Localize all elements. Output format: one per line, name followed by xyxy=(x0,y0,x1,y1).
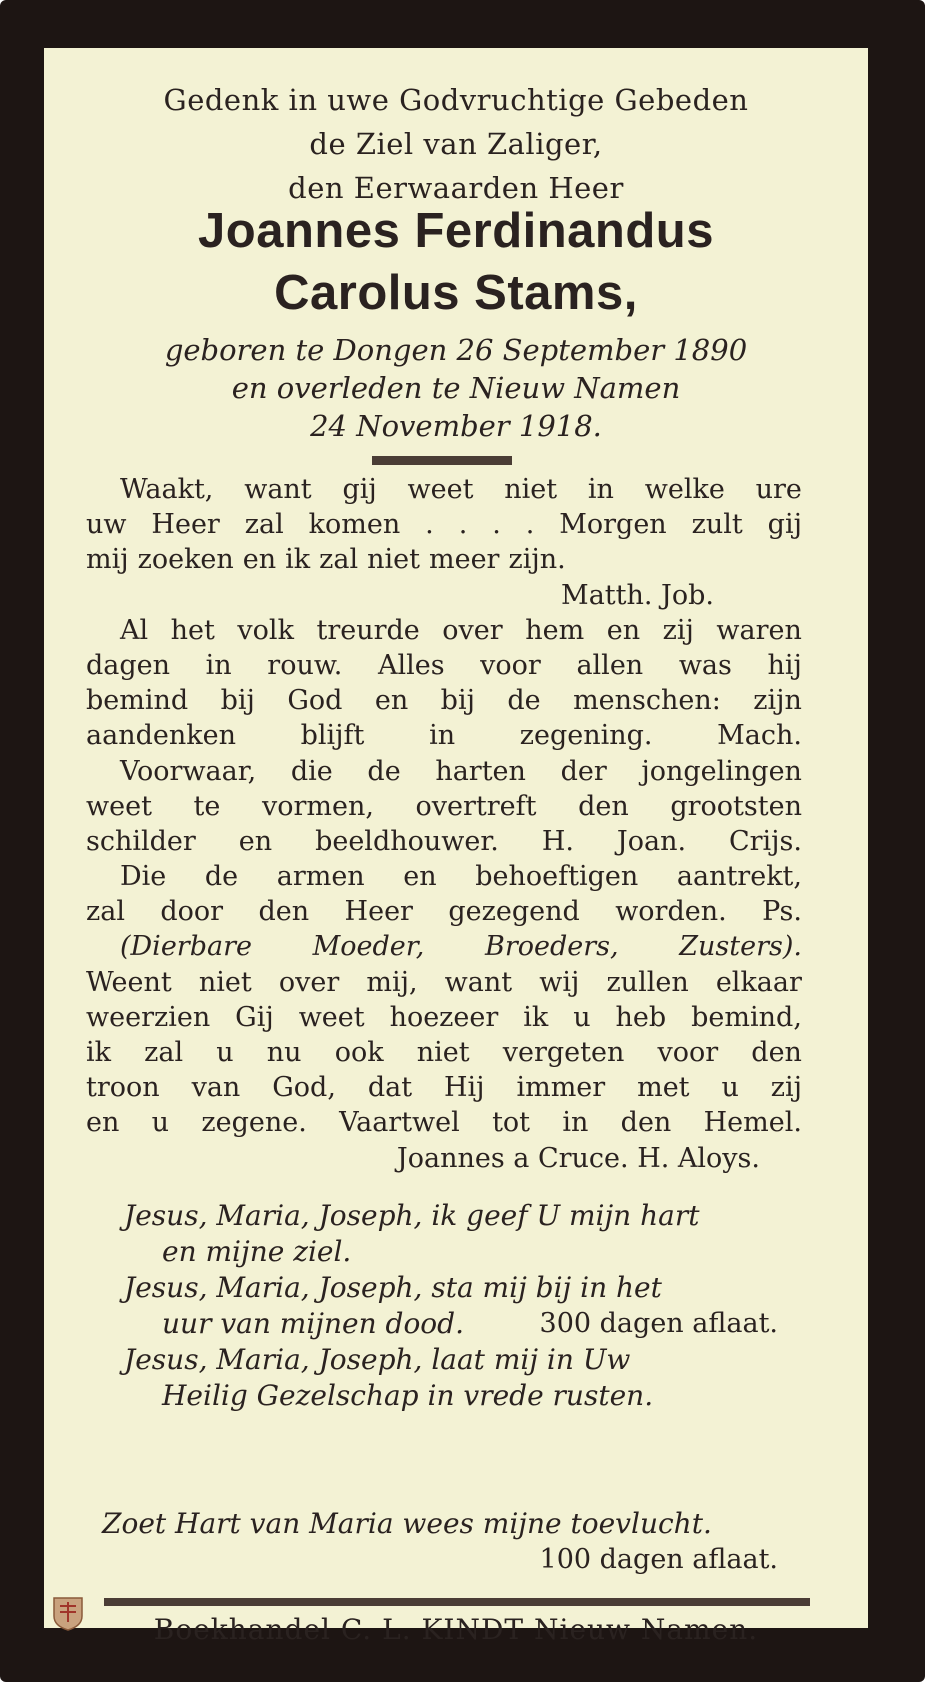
text-line xyxy=(86,542,802,577)
word: zij xyxy=(770,1072,802,1104)
word: aandenken xyxy=(86,720,236,752)
word: ik xyxy=(285,544,311,576)
word: gij xyxy=(342,474,377,505)
name-line: Carolus Stams, xyxy=(274,266,638,320)
word: treurde xyxy=(316,614,420,646)
word: armen xyxy=(276,861,365,893)
word: zal xyxy=(144,1037,184,1068)
word: van xyxy=(191,1072,241,1104)
indulgence-note: 300 dagen aflaat. xyxy=(539,1308,778,1339)
word: ik xyxy=(86,1037,111,1068)
word: God xyxy=(287,685,343,717)
word: welke xyxy=(644,474,725,505)
word: niet xyxy=(367,544,420,576)
word: de xyxy=(507,685,541,717)
word: den xyxy=(578,790,629,822)
word: want xyxy=(244,474,312,505)
word: gezegend xyxy=(448,896,580,928)
word: was xyxy=(678,649,732,681)
text-line xyxy=(86,894,802,929)
word: te xyxy=(193,790,221,822)
word: den xyxy=(258,896,310,928)
word: der xyxy=(560,755,607,787)
word: u xyxy=(721,1072,739,1104)
word: ik xyxy=(523,1001,549,1033)
word: want xyxy=(444,966,513,998)
word: die xyxy=(290,755,333,787)
text-line xyxy=(86,824,802,859)
word: Voorwaar, xyxy=(120,755,257,787)
indulgence-note: 100 dagen aflaat. xyxy=(539,1544,778,1575)
word: beeldhouwer. xyxy=(315,825,499,857)
word: waren xyxy=(716,614,802,646)
word: heb xyxy=(615,1001,667,1033)
word: in xyxy=(587,474,614,505)
word: in xyxy=(205,649,232,681)
word: in xyxy=(562,1107,589,1139)
word: Hemel. xyxy=(703,1107,802,1139)
text-line xyxy=(86,507,802,542)
prayer-line: en mijne ziel. xyxy=(162,1235,352,1268)
word: zult xyxy=(691,509,743,541)
text-line xyxy=(86,965,802,1000)
word: Mach. xyxy=(717,720,802,752)
word: . xyxy=(425,509,434,541)
word: weet xyxy=(86,790,152,822)
word: nu xyxy=(266,1037,302,1068)
word: . xyxy=(458,509,468,541)
text-line xyxy=(86,1070,802,1105)
word: allen xyxy=(576,649,644,681)
text-line xyxy=(86,1000,802,1035)
printer-imprint: Boekhandel C. L. KINDT Nieuw Namen. xyxy=(153,1613,759,1646)
word: immer xyxy=(516,1072,606,1104)
word: zij xyxy=(662,614,694,646)
word: Matth. Job. xyxy=(561,579,714,611)
word: Joan. xyxy=(616,825,687,857)
word: zijn xyxy=(753,685,802,717)
word: Gij xyxy=(235,1001,274,1033)
deceased-name xyxy=(44,200,868,324)
word: zijn. xyxy=(508,544,566,576)
word: elkaar xyxy=(715,966,802,998)
word: Alles xyxy=(377,649,445,681)
text-line xyxy=(86,789,802,824)
word: troon xyxy=(86,1072,160,1104)
word: behoeftigen xyxy=(475,861,639,893)
word: zullen xyxy=(606,966,689,998)
word: voor xyxy=(657,1037,719,1068)
word: overtreft xyxy=(415,790,537,822)
word: tot xyxy=(492,1107,531,1139)
prayer-line: Jesus, Maria, Joseph, laat mij in Uw xyxy=(124,1343,631,1376)
intro-text xyxy=(44,78,868,210)
word: met xyxy=(637,1072,690,1104)
word: worden. xyxy=(615,896,727,928)
word: voor xyxy=(480,649,541,681)
word: rouw. xyxy=(267,649,343,681)
word: en xyxy=(374,685,409,717)
word: dat xyxy=(367,1072,413,1104)
body-text xyxy=(86,472,802,1176)
word: ure xyxy=(755,474,802,505)
word: den xyxy=(751,1037,802,1068)
word: zal xyxy=(86,896,125,928)
word: en xyxy=(238,825,273,857)
word: hij xyxy=(767,649,802,681)
word: zal xyxy=(244,509,284,541)
prayer-line: Jesus, Maria, Joseph, sta mij bij in het xyxy=(124,1271,662,1304)
card-paper xyxy=(44,48,868,1646)
word: niet xyxy=(504,474,558,505)
word: wij xyxy=(539,966,580,998)
word: weet xyxy=(407,474,474,505)
word: jongelingen xyxy=(641,755,802,787)
word: bemind xyxy=(86,685,189,717)
dates-line: en overleden te Nieuw Namen xyxy=(231,371,681,405)
word: den xyxy=(620,1107,672,1139)
word: Waakt, xyxy=(120,474,214,505)
prayer-line: Heilig Gezelschap in vrede rusten. xyxy=(162,1379,654,1412)
text-line xyxy=(86,683,802,718)
name-line: Joannes Ferdinandus xyxy=(198,204,714,258)
word: en xyxy=(403,861,437,893)
dates-line: geboren te Dongen 26 September 1890 xyxy=(164,333,748,367)
word: u xyxy=(573,1001,591,1033)
word: uw xyxy=(86,509,127,541)
word: de xyxy=(204,861,239,893)
text-line xyxy=(86,754,802,789)
text-line xyxy=(86,1141,802,1176)
word: over xyxy=(278,966,340,998)
archive-seal-icon xyxy=(50,1592,86,1632)
word: vormen, xyxy=(261,790,374,822)
word: zoeken xyxy=(137,544,234,576)
word: H. xyxy=(541,825,574,857)
intro-line: de Ziel van Zaliger, xyxy=(309,127,603,161)
text-line xyxy=(86,1105,802,1140)
word: bij xyxy=(440,685,475,717)
word: menschen: xyxy=(573,685,721,717)
word: Morgen xyxy=(559,509,667,541)
word: . xyxy=(525,509,535,541)
separator-bar xyxy=(372,456,512,465)
text-line xyxy=(86,648,802,683)
word: grootsten xyxy=(670,790,802,822)
word: de xyxy=(367,755,401,787)
word: u xyxy=(151,1107,170,1139)
word: Weent xyxy=(86,966,172,998)
word: vergeten xyxy=(502,1037,625,1068)
word: harten xyxy=(435,755,526,787)
word: in xyxy=(429,720,456,752)
word: ook xyxy=(334,1037,384,1068)
word: Die xyxy=(120,861,167,893)
word: (Dierbare xyxy=(120,931,252,963)
bottom-rule xyxy=(104,1598,810,1606)
word: zegene. xyxy=(201,1107,307,1139)
word: hem xyxy=(525,614,585,646)
text-line xyxy=(86,578,802,613)
word: God, xyxy=(272,1072,336,1104)
word: Joannes a Cruce. H. Aloys. xyxy=(396,1142,760,1174)
word: gij xyxy=(767,509,802,541)
word: en xyxy=(606,614,641,646)
word: Ps. xyxy=(762,896,802,928)
word: mij xyxy=(86,544,129,576)
word: over xyxy=(442,614,503,646)
invocation: Zoet Hart van Maria wees mijne toevlucht. xyxy=(102,1507,712,1540)
word: en xyxy=(242,544,277,576)
text-line xyxy=(86,929,802,964)
word: . xyxy=(492,509,501,541)
word: Hij xyxy=(443,1072,485,1104)
intro-line: Gedenk in uwe Godvruchtige Gebeden xyxy=(163,83,749,117)
word: hoezeer xyxy=(389,1001,499,1033)
prayer-line: Jesus, Maria, Joseph, ik geef U mijn hart xyxy=(124,1199,700,1232)
word: schilder xyxy=(86,825,196,857)
word: weet xyxy=(298,1001,365,1033)
word: Zusters). xyxy=(679,931,802,963)
word: bemind, xyxy=(691,1001,802,1033)
word: Crijs. xyxy=(728,825,802,857)
text-line xyxy=(86,1035,802,1070)
text-line xyxy=(86,859,802,894)
word: mij, xyxy=(366,966,418,998)
word: Al xyxy=(120,614,149,646)
word: aantrekt, xyxy=(676,861,802,893)
word: blijft xyxy=(300,720,365,752)
word: zegening. xyxy=(519,720,653,752)
dates-line: 24 November 1918. xyxy=(310,409,602,443)
text-line xyxy=(86,472,802,507)
word: meer xyxy=(429,544,500,576)
prayer-line: uur van mijnen dood. xyxy=(162,1307,464,1340)
birth-death-dates xyxy=(44,331,868,445)
word: door xyxy=(160,896,224,928)
word: Heer xyxy=(151,509,220,541)
text-line xyxy=(86,613,802,648)
word: en xyxy=(86,1107,120,1139)
word: zal xyxy=(319,544,359,576)
text-line xyxy=(86,718,802,753)
word: het xyxy=(170,614,215,646)
word: niet xyxy=(416,1037,470,1068)
word: Broeders, xyxy=(484,931,619,963)
word: dagen xyxy=(86,649,171,681)
word: niet xyxy=(198,966,252,998)
word: Vaartwel xyxy=(339,1107,460,1139)
word: komen xyxy=(308,509,401,541)
word: Heer xyxy=(344,896,413,928)
word: weerzien xyxy=(86,1001,211,1033)
word: volk xyxy=(237,614,294,646)
word: bij xyxy=(220,685,255,717)
intro-line: den Eerwaarden Heer xyxy=(288,171,624,205)
word: u xyxy=(216,1037,234,1068)
word: Moeder, xyxy=(312,931,425,963)
